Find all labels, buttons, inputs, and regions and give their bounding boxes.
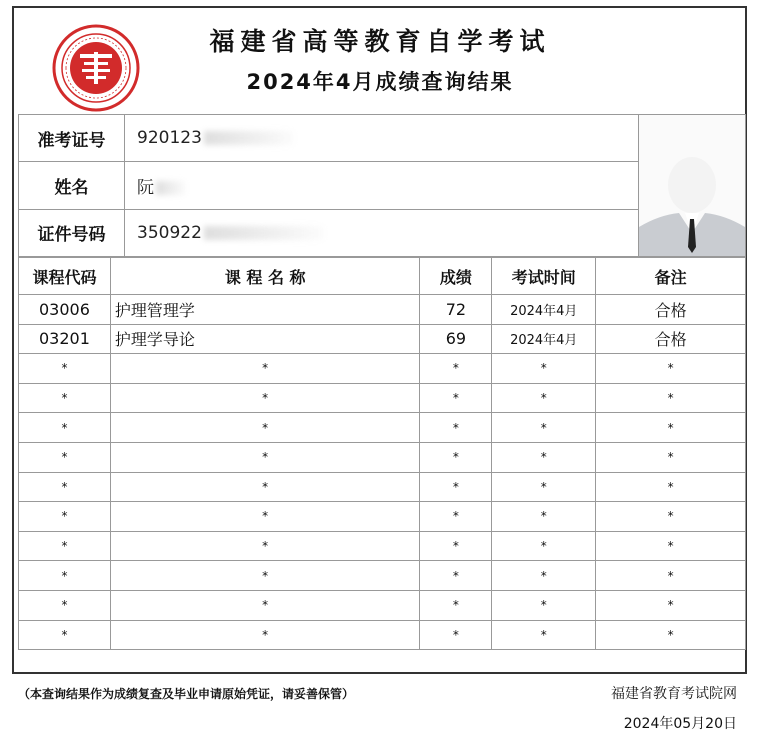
name-value-cell [125,162,639,209]
table-row [19,442,746,472]
course-name-cell: * [110,502,420,532]
table-row [19,561,746,591]
header-exam-time: 考试时间 [492,258,596,295]
footer-note: （本查询结果作为成绩复查及毕业申请原始凭证，请妥善保管） [18,687,355,701]
exam-time-cell: 2024年4月 [492,295,596,325]
score-cell: 69 [420,324,492,354]
remark-cell: 合格 [596,295,746,325]
page-title: 福建省高等教育自学考试 [209,27,551,56]
score-cell: * [420,442,492,472]
footer-date: 2024年05月20日 [623,716,737,732]
table-row [19,413,746,443]
table-row [19,502,746,532]
course-code-cell: 03201 [19,324,111,354]
course-code-cell: 03006 [19,295,111,325]
id-card-value: 350922 [137,222,202,243]
exam-time-cell: * [492,620,596,650]
exam-id-value-cell [125,115,639,162]
course-code-cell: * [19,561,111,591]
course-code-cell: * [19,620,111,650]
course-name-cell: * [110,620,420,650]
id-card-label: 证件号码 [19,209,125,256]
exam-time-cell: * [492,531,596,561]
course-code-cell: * [19,502,111,532]
remark-cell: 合格 [596,324,746,354]
table-row [19,354,746,384]
course-name-cell: * [110,383,420,413]
remark-cell: * [596,472,746,502]
course-name-cell: * [110,531,420,561]
header-course-name: 课 程 名 称 [110,258,420,295]
remark-cell: * [596,561,746,591]
page-subtitle: 2024年4月成绩查询结果 [246,70,514,94]
course-name-cell: * [110,561,420,591]
exam-time-cell: * [492,472,596,502]
table-row [19,383,746,413]
remark-cell: * [596,413,746,443]
course-code-cell: * [19,413,111,443]
exam-time-cell: * [492,383,596,413]
redaction-blur [204,226,324,240]
remark-cell: * [596,590,746,620]
footer-organization: 福建省教育考试院网 [611,686,737,702]
course-code-cell: * [19,590,111,620]
remark-cell: * [596,442,746,472]
score-cell: * [420,620,492,650]
id-card-value-cell [125,209,639,256]
header-remark: 备注 [596,258,746,295]
exam-time-cell: * [492,561,596,591]
table-row [19,620,746,650]
remark-cell: * [596,383,746,413]
exam-time-cell: * [492,413,596,443]
course-name-cell: 护理管理学 [110,295,420,325]
remark-cell: * [596,620,746,650]
course-name-cell: * [110,442,420,472]
course-name-cell: * [110,472,420,502]
redaction-blur [204,131,294,145]
name-label: 姓名 [19,162,125,209]
remark-cell: * [596,354,746,384]
grades-table [18,257,746,650]
exam-id-label: 准考证号 [19,115,125,162]
name-value: 阮 [137,177,154,198]
table-row [19,531,746,561]
score-cell: * [420,561,492,591]
exam-time-cell: 2024年4月 [492,324,596,354]
header-score: 成绩 [420,258,492,295]
header-course-code: 课程代码 [19,258,111,295]
table-row [19,324,746,354]
exam-time-cell: * [492,590,596,620]
score-cell: * [420,413,492,443]
candidate-photo-icon [639,115,746,257]
redaction-blur [156,181,186,195]
course-name-cell: * [110,354,420,384]
table-row [19,472,746,502]
table-row [19,590,746,620]
remark-cell: * [596,531,746,561]
score-cell: * [420,590,492,620]
course-code-cell: * [19,442,111,472]
exam-id-value: 920123 [137,128,202,149]
score-cell: * [420,354,492,384]
exam-time-cell: * [492,442,596,472]
course-code-cell: * [19,531,111,561]
exam-authority-seal-icon [52,24,140,112]
course-name-cell: * [110,413,420,443]
exam-time-cell: * [492,502,596,532]
course-code-cell: * [19,383,111,413]
course-code-cell: * [19,354,111,384]
candidate-info-table [18,114,746,257]
remark-cell: * [596,502,746,532]
exam-time-cell: * [492,354,596,384]
score-cell: * [420,502,492,532]
course-name-cell: 护理学导论 [110,324,420,354]
grades-header-row [19,258,746,295]
score-cell: 72 [420,295,492,325]
score-cell: * [420,472,492,502]
table-row [19,295,746,325]
course-name-cell: * [110,590,420,620]
score-cell: * [420,531,492,561]
score-cell: * [420,383,492,413]
course-code-cell: * [19,472,111,502]
